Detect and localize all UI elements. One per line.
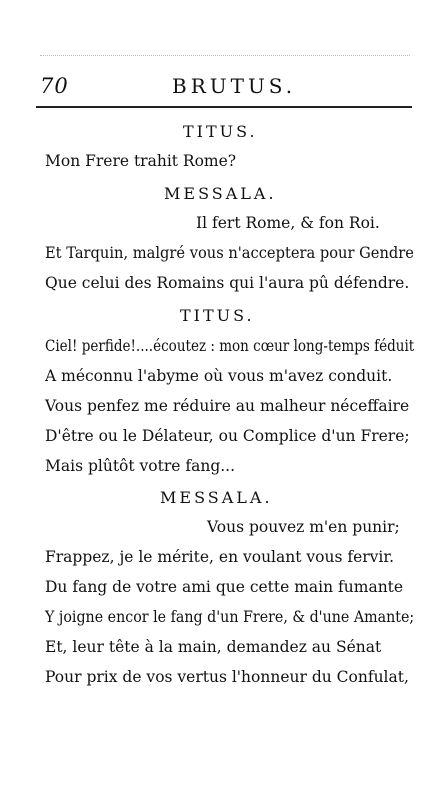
verse-line: Pour prix de vos vertus l'honneur du Confulat, bbox=[45, 668, 409, 686]
verse-line: Frappez, je le mérite, en voulant vous fervir. bbox=[45, 548, 395, 566]
verse-line: Y joigne encor le fang d'un Frere, & d'une Amante; bbox=[45, 608, 415, 626]
verse-line: Du fang de votre ami que cette main fumante bbox=[45, 578, 404, 596]
header-rule bbox=[36, 106, 412, 108]
verse-line: Et Tarquin, malgré vous n'acceptera pour Gendre bbox=[45, 244, 414, 262]
verse-line: Il fert Rome, & fon Roi. bbox=[196, 214, 380, 232]
verse-line: Vous penfez me réduire au malheur néceffaire bbox=[45, 397, 410, 415]
speaker-name: MESSALA. bbox=[160, 488, 273, 507]
verse-line: Mais plûtôt votre fang... bbox=[45, 457, 236, 475]
verse-line: D'être ou le Délateur, ou Complice d'un Frere; bbox=[45, 427, 410, 445]
verse-line: Mon Frere trahit Rome? bbox=[45, 152, 237, 170]
verse-line: Ciel! perfide!....écoutez : mon cœur long-temps féduit bbox=[45, 337, 415, 355]
speaker-name: MESSALA. bbox=[164, 184, 277, 203]
speaker-name: TITUS. bbox=[183, 122, 258, 141]
verse-line: Et, leur tête à la main, demandez au Sénat bbox=[45, 638, 382, 656]
verse-line: Vous pouvez m'en punir; bbox=[207, 518, 400, 536]
page-edge-speckle bbox=[40, 55, 410, 56]
verse-line: Que celui des Romains qui l'aura pû défendre. bbox=[45, 274, 410, 292]
running-title: BRUTUS. bbox=[172, 74, 297, 98]
page-header bbox=[40, 72, 412, 102]
page-number: 70 bbox=[40, 74, 69, 98]
verse-line: A méconnu l'abyme où vous m'avez conduit. bbox=[45, 367, 393, 385]
speaker-name: TITUS. bbox=[180, 306, 255, 325]
